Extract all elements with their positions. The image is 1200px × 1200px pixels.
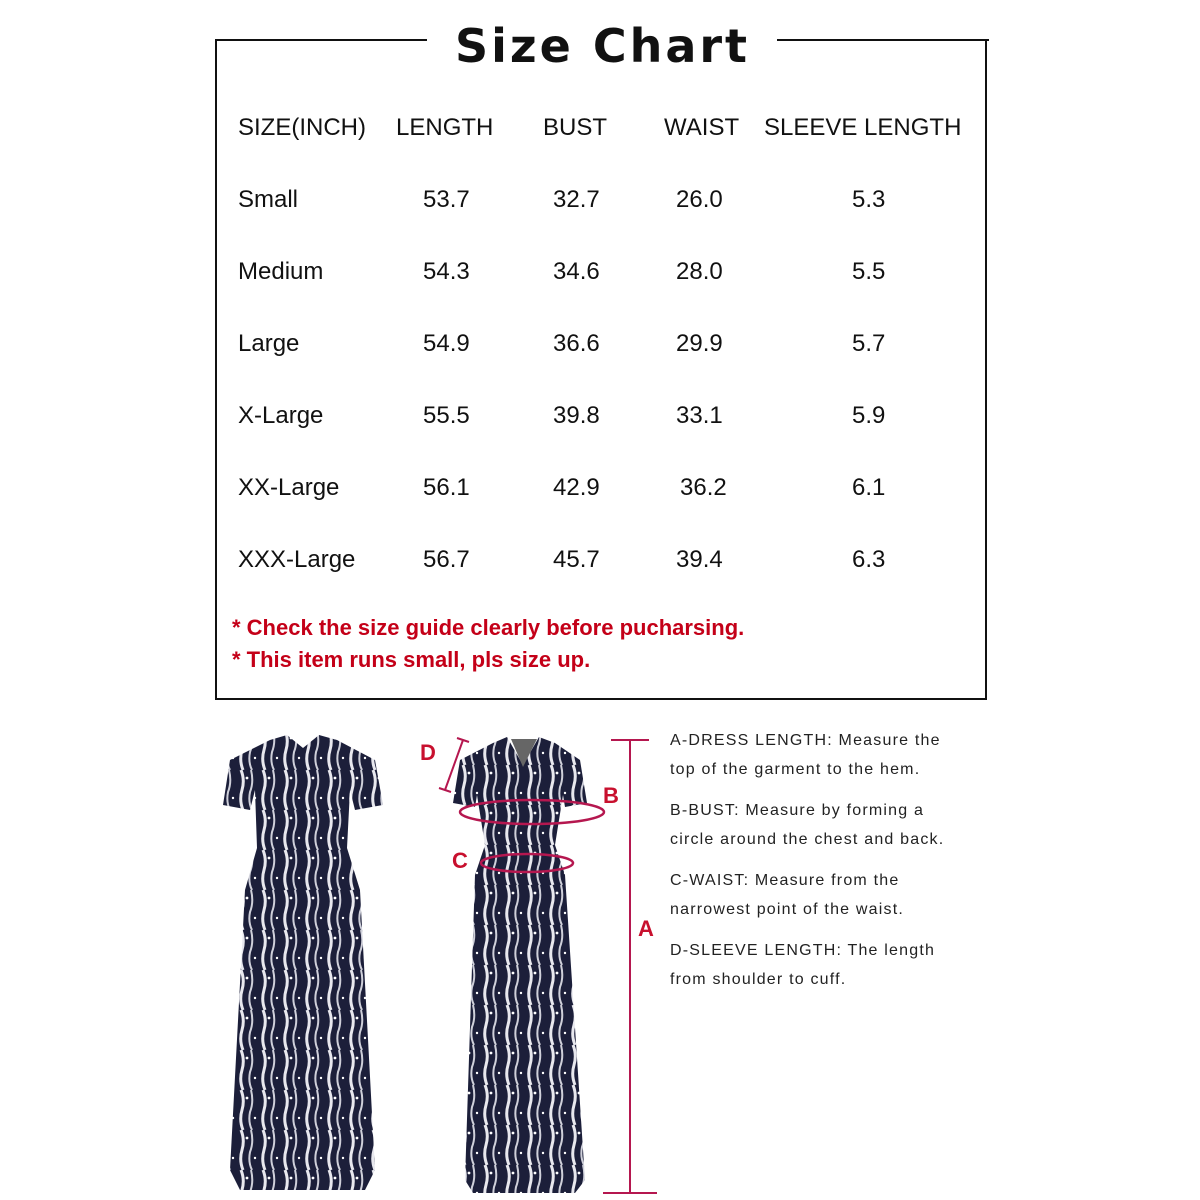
size-name: Small (238, 186, 299, 213)
label-b: B (603, 783, 619, 808)
sleeve-value: 5.9 (852, 402, 886, 429)
sleeve-value: 6.3 (852, 546, 886, 573)
table-row (238, 545, 983, 575)
instruction-sleeve-length: D-SLEEVE LENGTH: The length from shoulder to cuff. (670, 942, 936, 988)
dress-front-image (215, 730, 390, 1195)
bust-value: 34.6 (553, 258, 600, 285)
sleeve-value: 6.1 (852, 474, 886, 501)
table-header-row (238, 113, 983, 143)
bust-value: 32.7 (553, 186, 600, 213)
runs-small-note: * This item runs small, pls size up. (232, 647, 591, 672)
size-chart-title: Size Chart (454, 19, 751, 73)
header-length: LENGTH (396, 114, 494, 141)
length-value: 53.7 (423, 186, 470, 213)
table-row (238, 473, 983, 503)
measurement-instructions (670, 726, 1000, 1006)
waist-value: 29.9 (676, 330, 723, 357)
size-name: X-Large (238, 402, 324, 429)
length-value: 56.1 (423, 474, 470, 501)
length-value: 54.3 (423, 258, 470, 285)
waist-value: 33.1 (676, 402, 723, 429)
label-d: D (420, 740, 436, 765)
instruction-waist: C-WAIST: Measure from the narrowest point of the waist. (670, 872, 905, 918)
length-value: 54.9 (423, 330, 470, 357)
waist-value: 39.4 (676, 546, 723, 573)
bust-value: 42.9 (553, 474, 600, 501)
size-name: Medium (238, 258, 324, 285)
sleeve-value: 5.5 (852, 258, 886, 285)
size-name: XXX-Large (238, 546, 356, 573)
table-row (238, 185, 983, 215)
header-sleeve-length: SLEEVE LENGTH (764, 114, 962, 141)
sleeve-value: 5.7 (852, 330, 886, 357)
table-row (238, 257, 983, 287)
sleeve-value: 5.3 (852, 186, 886, 213)
bust-value: 39.8 (553, 402, 600, 429)
length-value: 55.5 (423, 402, 470, 429)
waist-value: 26.0 (676, 186, 723, 213)
instruction-bust: B-BUST: Measure by forming a circle around the chest and back. (670, 802, 945, 848)
waist-value: 28.0 (676, 258, 723, 285)
label-a: A (638, 916, 654, 941)
instruction-dress-length: A-DRESS LENGTH: Measure the top of the garment to the hem. (670, 732, 941, 778)
waist-value: 36.2 (680, 474, 727, 501)
bust-value: 45.7 (553, 546, 600, 573)
bust-value: 36.6 (553, 330, 600, 357)
header-size: SIZE(INCH) (238, 114, 366, 141)
table-row (238, 329, 983, 359)
size-name: Large (238, 330, 300, 357)
table-row (238, 401, 983, 431)
size-name: XX-Large (238, 474, 340, 501)
header-waist: WAIST (664, 114, 740, 141)
header-bust: BUST (543, 114, 608, 141)
label-c: C (452, 848, 468, 873)
dress-measurement-diagram (415, 725, 670, 1200)
length-value: 56.7 (423, 546, 470, 573)
size-guide-note: * Check the size guide clearly before pucharsing. (232, 615, 745, 640)
